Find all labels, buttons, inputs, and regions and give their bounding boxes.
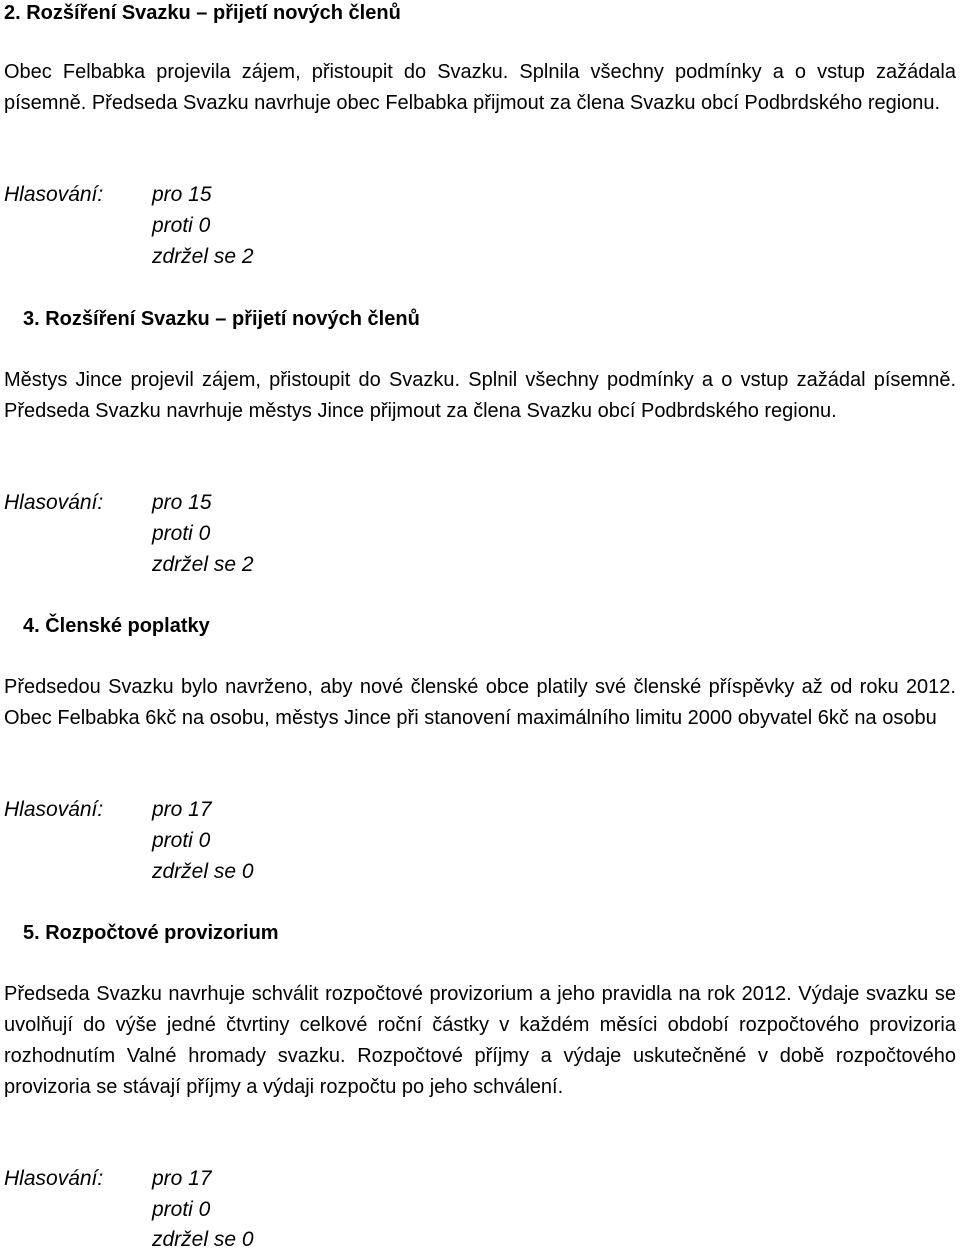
section-3-paragraph: Městys Jince projevil zájem, přistoupit do Svazku. Splnil všechny podmínky a o vstup zažádal písemně. Předseda Svazku navrhuje městys Jince přijmout za člena Svazku obcí Podbrdského regionu. [4, 369, 956, 422]
section-4-vote-label: Hlasování: [4, 798, 104, 821]
section-3-vote-proti: proti 0 [152, 522, 211, 545]
section-4-vote-pro: pro 17 [152, 798, 212, 821]
section-2-vote-zdrzel: zdržel se 2 [152, 245, 254, 268]
section-5-vote-proti: proti 0 [152, 1198, 211, 1221]
section-5-vote-pro: pro 17 [152, 1167, 212, 1190]
section-5-paragraph: Předseda Svazku navrhuje schválit rozpočtové provizorium a jeho pravidla na rok 2012. Výdaje svazku se uvolňují do výše jedné čtvrtiny celkové roční částky v každém měsíci období rozpočtového provizoria rozhodnutím Valné hromady svazku. Rozpočtové příjmy a výdaje uskutečněné v době rozpočtového provizoria se stávají příjmy a výdaji rozpočtu po jeho schválení. [4, 983, 956, 1098]
section-2-vote-label: Hlasování: [4, 183, 104, 206]
section-5-vote-zdrzel: zdržel se 0 [152, 1228, 254, 1251]
section-4-paragraph: Předsedou Svazku bylo navrženo, aby nové členské obce platily své členské příspěvky až od roku 2012. Obec Felbabka 6kč na osobu, městys Jince při stanovení maximálního limitu 2000 obyvatel 6kč na osobu [4, 676, 956, 729]
section-3-vote-label: Hlasování: [4, 491, 104, 514]
section-2-vote-proti: proti 0 [152, 214, 211, 237]
section-3-vote-pro: pro 15 [152, 491, 212, 514]
section-3-heading: 3. Rozšíření Svazku – přijetí nových členů [23, 308, 420, 330]
section-4-vote-proti: proti 0 [152, 829, 211, 852]
section-5-vote-label: Hlasování: [4, 1167, 104, 1190]
section-2-paragraph: Obec Felbabka projevila zájem, přistoupit do Svazku. Splnila všechny podmínky a o vstup zažádala písemně. Předseda Svazku navrhuje obec Felbabka přijmout za člena Svazku obcí Podbrdského regionu. [4, 61, 956, 114]
section-3-vote-zdrzel: zdržel se 2 [152, 553, 254, 576]
section-2-heading: 2. Rozšíření Svazku – přijetí nových členů [4, 2, 401, 24]
section-4-vote-zdrzel: zdržel se 0 [152, 860, 254, 883]
section-5-heading: 5. Rozpočtové provizorium [23, 922, 279, 944]
section-4-heading: 4. Členské poplatky [23, 615, 210, 637]
section-2-vote-pro: pro 15 [152, 183, 212, 206]
